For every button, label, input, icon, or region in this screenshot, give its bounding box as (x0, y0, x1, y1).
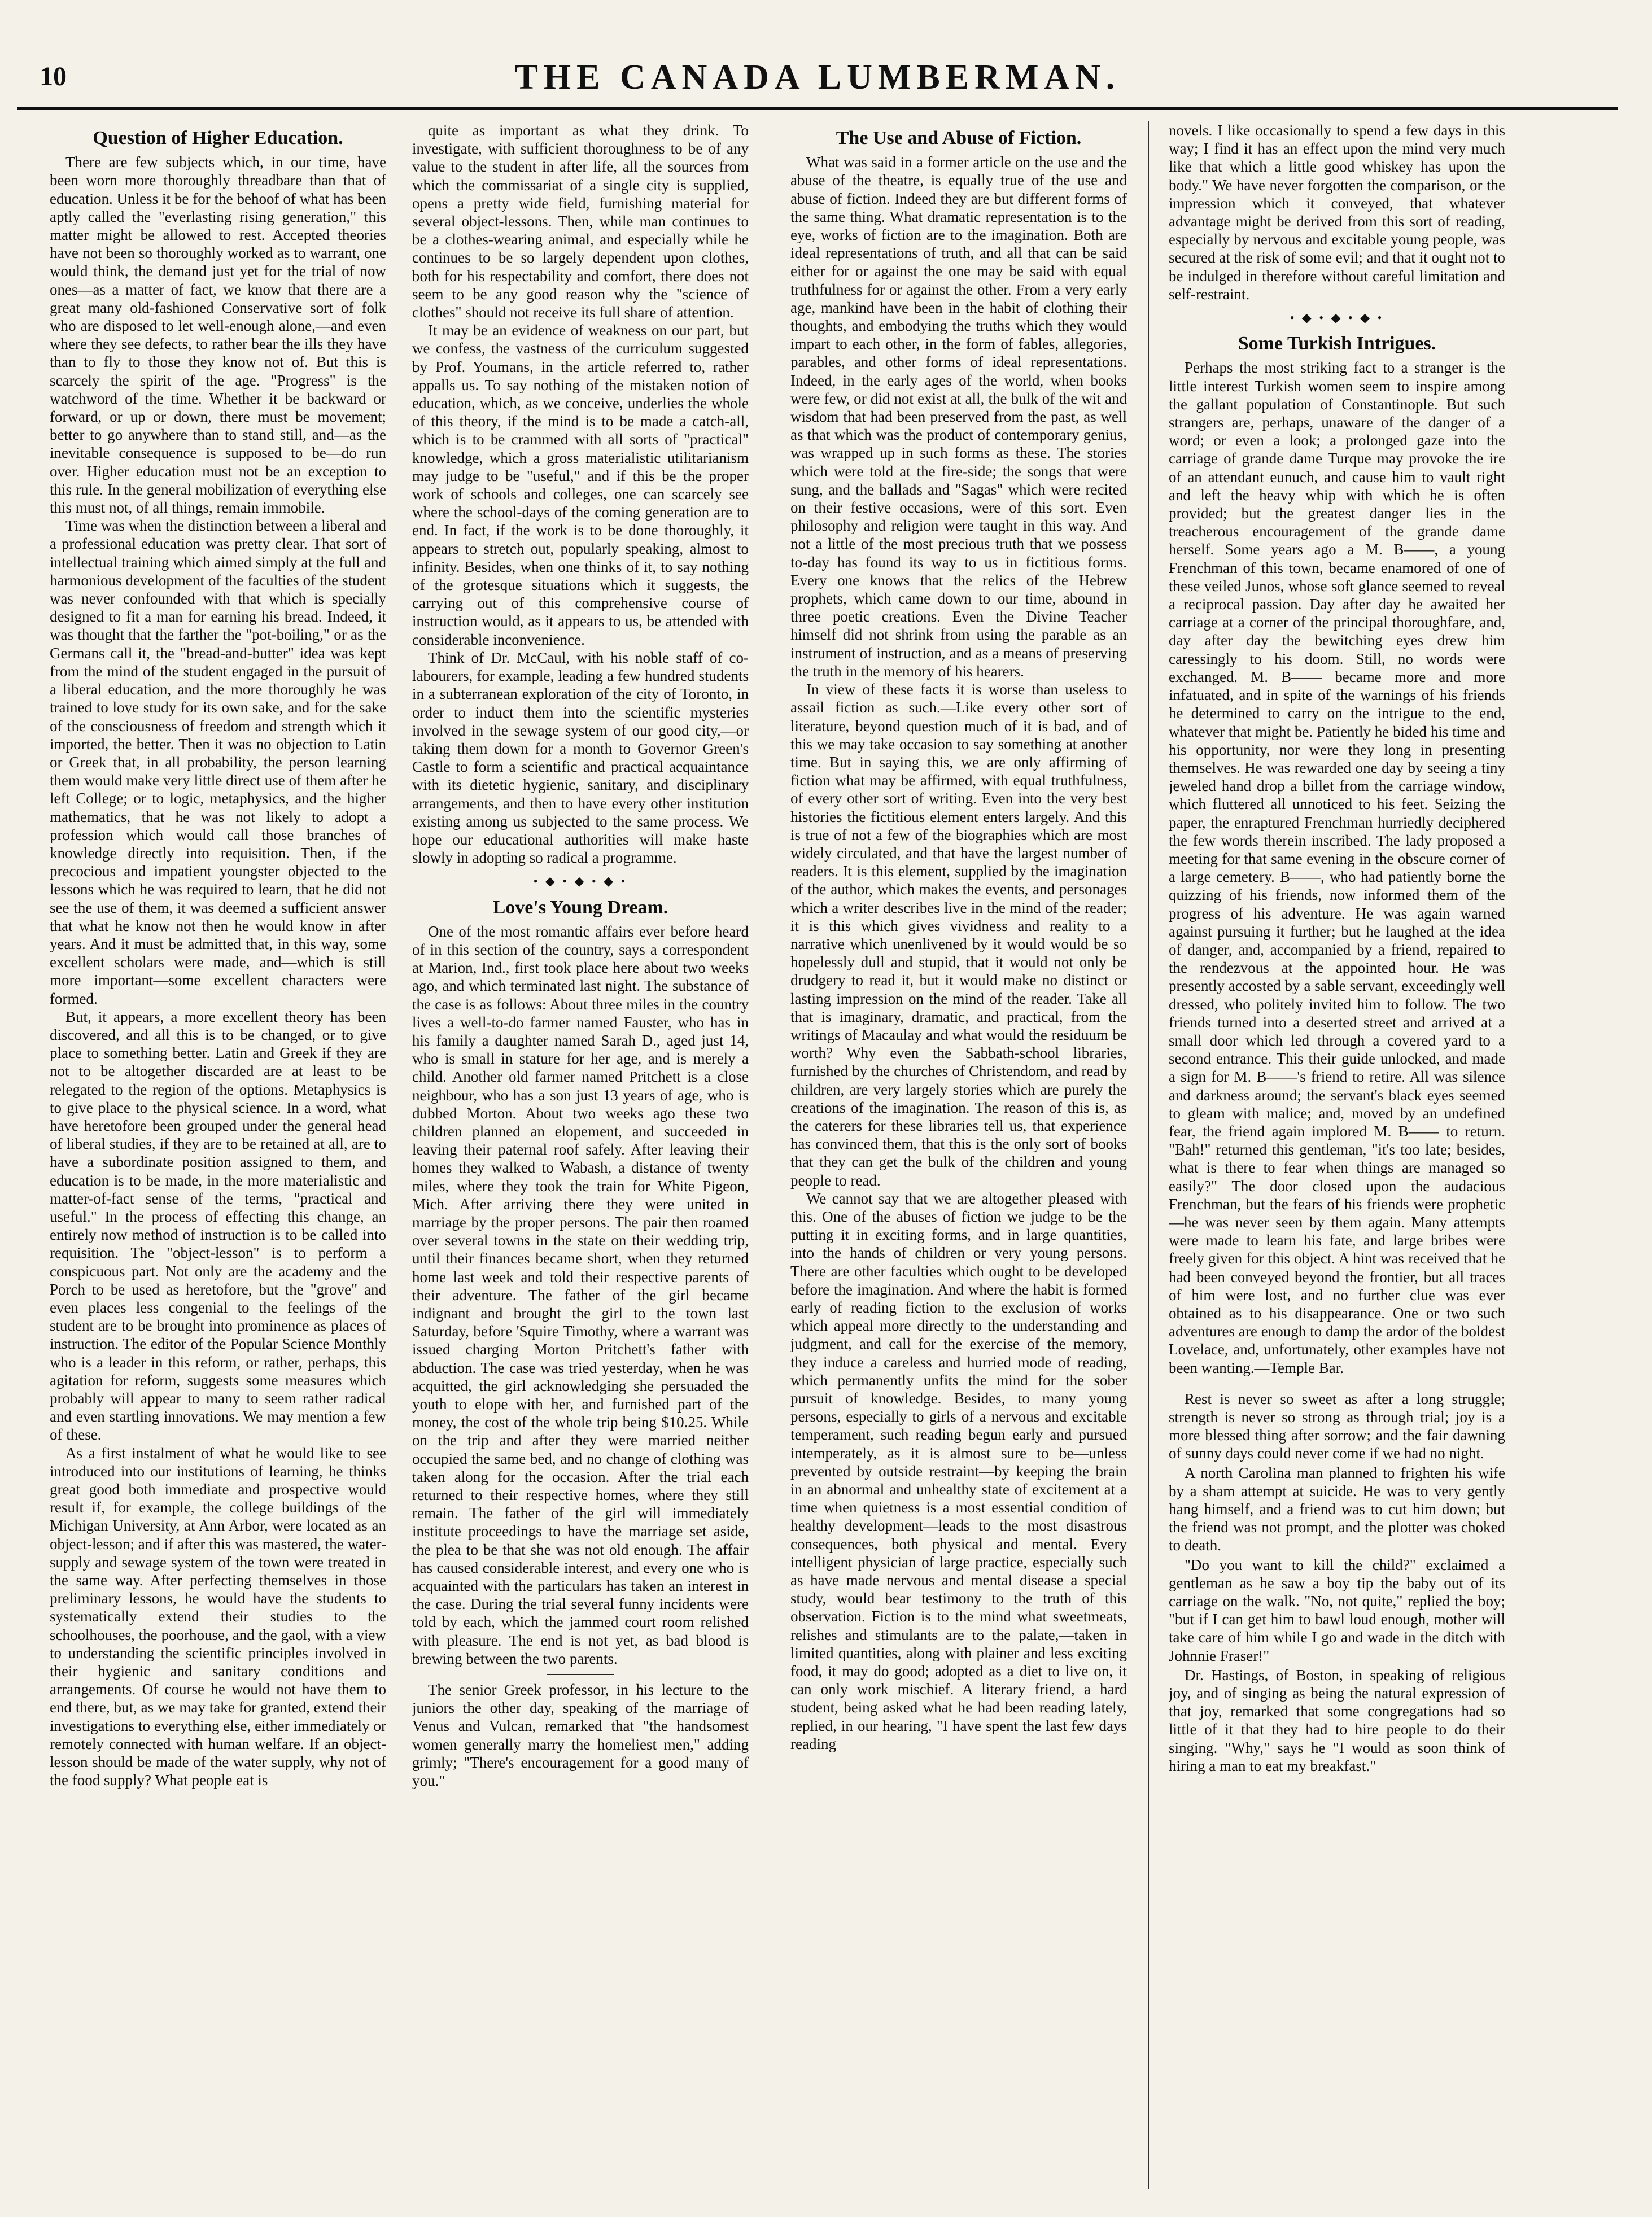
article-title: Question of Higher Education. (93, 128, 343, 148)
page-number: 10 (40, 62, 67, 91)
article-paragraph: "Do you want to kill the child?" exclaimed a gentleman as he saw a boy tip the baby out of its carriage on the walk. "No, not quite," replied the boy; "but if I can get him to bawl loud enough, mother will take care of him while I go and wade in the ditch with Johnnie Fraser!" (1169, 1556, 1505, 1664)
article-paragraph: Time was when the distinction between a liberal and a professional education was pretty clear. That sort of intellectual training which aimed simply at the full and harmonious development of the faculties of the student was never confounded with that which is specially designed to fit a man for earning his bread. Indeed, it was thought that the farther the "pot-boiling," or as the Germans call it, the "bread-and-butter" idea was kept from the mind of the student engaged in the pursuit of a liberal education, and the more thoroughly he was trained to love study for its own sake, and for the sake of the consciousness of freedom and strength which it imported, the better. Then it was no objection to Latin or Greek that, in all probability, the person learning them would make very little direct use of them after he left College; or to logic, metaphysics, and the higher mathematics, that he was not likely to adopt a profession which would call those branches of knowledge directly into requisition. Then, if the precocious and impatient youngster objected to the lessons which he was required to learn, that he did not see the use of them, it was deemed a sufficient answer that what he know not then he would know in after years. And it must be admitted that, in this way, some excellent scholars were made, and—which is still more important—some excellent characters were formed. (50, 517, 386, 1007)
article-paragraph: What was said in a former article on the use and the abuse of the theatre, is equally true of the use and abuse of fiction. Indeed they are but different forms of the same thing. What dramatic representation is to the eye, works of fiction are to the imagination. Both are ideal representations of truth, and all that can be said either for or against the one may be said with equal truthfulness for or against the other. From a very early age, mankind have been in the habit of clothing their thoughts, and embodying the truths which they would impart to each other, in the form of fables, allegories, parables, and other forms of ideal representations. Indeed, in the early ages of the world, when books were few, or did not exist at all, the bulk of the wit and wisdom that had been preserved from the past, as well as that which was the product of contemporary genius, was wrapped up in such forms as these. The stories which were told at the fire-side; the songs that were sung, and the ballads and "Sagas" which were recited on their festive occasions, were of this sort. Even philosophy and religion were taught in this way. And not a little of the most precious truth that we possess to-day has found its way to us in fictitious forms. Every one knows that the relics of the Hebrew prophets, which came down to our time, abound in three poetic creations. Even the Divine Teacher himself did not shrink from using the parable as an instrument of instruction, and as a means of preserving the truth in the memory of his hearers. (790, 154, 1127, 680)
article-paragraph: One of the most romantic affairs ever before heard of in this section of the country, says a correspondent at Marion, Ind., first took place here about two weeks ago, and which terminated last night. The substance of the case is as follows: About three miles in the country lives a well-to-do farmer named Fauster, who has in his family a daughter named Sarah D., aged just 14, who is small in stature for her age, and is merely a child. Another old farmer named Pritchett is a close neighbour, who has a son just 13 years of age, who is dubbed Morton. About two weeks ago these two children planned an elopement, and succeeded in leaving their paternal roof safely. After leaving their homes they walked to Wabash, a distance of twenty miles, where they took the train for White Pigeon, Mich. After arriving there they were united in marriage by the proper persons. The pair then roamed over several towns in the state on their wedding trip, until their finances became short, when they returned home last week and told their respective parents of their adventure. The father of the girl became indignant and brought the girl to the town last Saturday, before 'Squire Timothy, where a warrant was issued charging Morton Pritchett's father with abduction. The case was tried yesterday, when he was acquitted, the girl acknowledging she persuaded the youth to elope with her, and furnished part of the money, the cost of the whole trip being $10.25. While on the trip and after they were married neither occupied the same bed, and no change of clothing was taken along for the occasion. After the trial each returned to their respective homes, where they still remain. The father of the girl will immediately institute proceedings to have the marriage set aside, the plea to be that she was not old enough. The affair has caused considerable interest, and every one who is acquainted with the particulars has taken an interest in the case. During the trial several funny incidents were told by each, which the jammed court room relished with pleasure. The end is not yet, as bad blood is brewing between the two parents. (412, 922, 749, 1667)
article-paragraph: Think of Dr. McCaul, with his noble staff of co-labourers, for example, leading a few hundred students in a subterranean exploration of the city of Toronto, in order to induct them into the scientific mysteries involved in the sewage system of our good city,—or taking them down for a month to Governor Green's Castle to form a scientific and practical acquaintance with its dietetic hygienic, sanitary, and disciplinary arrangements, and then to have every other institution existing among us subjected to the same process. We hope our educational authorities will make haste slowly in adopting so radical a programme. (412, 649, 749, 867)
article-paragraph: It may be an evidence of weakness on our part, but we confess, the vastness of the curriculum suggested by Prof. Youmans, in the article referred to, rather appalls us. To say nothing of the mistaken notion of education, which, as we conceive, underlies the whole of this theory, if the mind is to be made a catch-all, which is to be crammed with all sorts of "practical" knowledge, which a gross materialistic utilitarianism may judge to be "useful," and if this be the proper work of schools and colleges, one can scarcely see where the school-days of the coming generation are to end. In fact, if the work is to be done thoroughly, it appears to stretch out, popularly speaking, almost to infinity. Besides, when one thinks of it, to say nothing of the grotesque situations which it suggests, the carrying out of this comprehensive course of instruction would, as it appears to us, be attended with considerable inconvenience. (412, 322, 749, 648)
article-paragraph: Rest is never so sweet as after a long struggle; strength is never so strong as through trial; joy is a more blessed thing after sorrow; and the fair dawning of sunny days could never come if we had no night. (1169, 1390, 1505, 1462)
column-2 (412, 121, 749, 2194)
article-title: Some Turkish Intrigues. (1238, 333, 1436, 355)
article-paragraph: In view of these facts it is worse than useless to assail fiction as such.—Like every other sort of literature, beyond question much of it is bad, and of this we may take occasion to say something at another time. But in saying this, we are only affirming of fiction what may be affirmed, with equal truthfulness, of every other sort of writing. Even into the very best histories the fictitious element enters largely. And this is true of not a few of the biographies which are most widely circulated, and that have the largest number of readers. It is this element, supplied by the imagination of the author, which makes the events, and personages which a writer describes live in the mind of the reader; it is this which gives vividness and reality to a narrative which unenlivened by it would would be so hopelessly dull and stupid, that it would not only be drudgery to read it, but it would make no distinct or lasting impression on the mind of the reader. Take all that is imaginary, dramatic, and practical, from the writings of Macaulay and what would the residuum be worth? Why even the Sabbath-school libraries, furnished by the churches of Christendom, and read by children, are very largely stories which are purely the creations of the imagination. The reason of this is, as the caterers for these libraries tell us, that experience has convinced them, that this is the only sort of books that they can get the bulk of the children and young people to read. (790, 681, 1127, 1189)
article-paragraph: A north Carolina man planned to frighten his wife by a sham attempt at suicide. He was to very gently hang himself, and a friend was to cut him down; but the friend was not prompt, and the plotter was choked to death. (1169, 1464, 1505, 1554)
article-paragraph: But, it appears, a more excellent theory has been discovered, and all this is to be changed, or to give place to something better. Latin and Greek if they are not to be altogether discarded are at least to be relegated to the region of the options. Metaphysics is to give place to the physical science. In a word, what have heretofore been grouped under the general head of liberal studies, if they are to be retained at all, are to have a subordinate position assigned to them, and education is to be made, in the more materialistic and matter-of-fact sense of the terms, "practical and useful." In the process of effecting this change, an entirely now method of instruction is to be called into requisition. The "object-lesson" is to perform a conspicuous part. Not only are the academy and the Porch to be used as heretofore, but the "grove" and even places less congenial to the feelings of the student are to be brought into prominence as places of instruction. The editor of the Popular Science Monthly who is a leader in this reform, or rather, perhaps, this agitation for reform, suggests some measures which probably will appear to many to seem rather radical and even startling innovations. We may mention a few of these. (50, 1008, 386, 1444)
article-paragraph: Perhaps the most striking fact to a stranger is the little interest Turkish women seem to inspire among the gallant population of Constantinople. But such strangers are, perhaps, unaware of the danger of a word; or even a look; a prolonged gaze into the carriage of grande dame Turque may provoke the ire of an attendant eunuch, and cause him to vault right and left the heavy whip with which he is often provided; but the greatest danger lies in the treacherous encouragement of the grande dame herself. Some years ago a M. B——, a young Frenchman of this town, became enamored of one of these veiled Junos, whose soft glance seemed to reveal a reciprocal passion. Day after day he awaited her carriage at a corner of the principal thoroughfare, and, day after day the bewitching eyes drew him caressingly to his doom. Still, no words were exchanged. M. B—— became more and more infatuated, and in spite of the warnings of his friends he determined to carry on the intrigue to the end, whatever that might be. Patiently he bided his time and his opportunity, nor were they long in presenting themselves. He was rewarded one day by seeing a tiny jeweled hand drop a billet from the carriage window, which fluttered all unnoticed to his feet. Seizing the paper, the enraptured Frenchman hurriedly deciphered the few words therein inscribed. The lady proposed a meeting for that same evening in the obscure corner of a large cemetery. B——, who had patiently borne the quizzing of his friends, now informed them of the progress of his adventure. He was again warned against pursuing it further; but he laughed at the idea of danger, and, accompanied by a friend, repaired to the rendezvous at the appointed hour. He was presently accosted by a sable servant, exceedingly well dressed, who politely invited him to follow. The two friends turned into a deserted street and arrived at a small door which led through a covered yard to a second entrance. This their guide unlocked, and made a sign for M. B——'s friend to retire. All was silence and darkness around; the servant's black eyes seemed to gleam with malice; and, moved by an undefined fear, the friend again implored M. B—— to return. "Bah!" returned this gentleman, "it's too late; besides, what is there to fear when things are managed so easily?" The door closed upon the audacious Frenchman, but the fears of his friends were prophetic—he was never seen by them again. Many attempts were made to learn his fate, and large bribes were freely given for this object. A hint was received that he had been conveyed beyond the frontier, but all traces of him were lost, and no further clue was ever obtained as to his disappearance. One or two such adventures are enough to damp the ardor of the boldest Lovelace, and, unfortunately, other examples have not been wanting.—Temple Bar. (1169, 359, 1505, 1376)
article-paragraph: We cannot say that we are altogether pleased with this. One of the abuses of fiction we judge to be the putting it in exciting forms, and in large quantities, into the hands of children or very young persons. There are other faculties which ought to be developed before the imagination. And where the habit is formed early of reading fiction to the exclusion of works which appeal more directly to the understanding and judgment, and call for the exercise of the memory, they induce a careless and hurried mode of reading, which permanently unfits the mind for the sober pursuit of knowledge. Besides, to many young persons, especially to girls of a nervous and excitable temperament, such reading begun early and pursued intemperately, as it is almost sure to be—unless prevented by outside restraint—by keeping the brain in an abnormal and unhealthy state of excitement at a time when quietness is a most essential condition of healthy development—leads to the most disastrous consequences, both physical and mental. Every intelligent physician of large practice, especially such as have made nervous and mental disease a special study, would bear testimony to the truth of this observation. Fiction is to the mind what sweetmeats, relishes and stimulants are to the palate,—taken in limited quantities, along with plainer and less exciting food, it may do good; adopted as a diet to live on, it can only work mischief. A literary friend, a hard student, being asked what he had been reading lately, replied, in our hearing, "I have spent the last few days reading (790, 1190, 1127, 1752)
column-divider (1148, 121, 1149, 2189)
page-header (17, 54, 1618, 99)
article-title: Love's Young Dream. (492, 897, 668, 918)
section-ornament: • ◆ • ◆ • ◆ • (533, 874, 628, 889)
article-paragraph: novels. I like occasionally to spend a few days in this way; I find it has an effect upon the mind very much like that which a little good whiskey has upon the body." We have never forgotten the comparison, or the impression which it conveyed, that whatever advantage might be derived from this sort of reading, especially by nervous and excitable young people, was secured at the risk of some evil; and that it ought not to be indulged in therefore without careful limitation and self-restraint. (1169, 122, 1505, 303)
column-1 (50, 121, 386, 2194)
column-3 (790, 121, 1127, 2194)
header-rule (17, 107, 1618, 110)
column-4 (1169, 121, 1505, 2194)
article-paragraph: There are few subjects which, in our time, have been worn more thoroughly threadbare than that of education. Unless it be for the behoof of what has been aptly called the "everlasting rising generation," this matter might be allowed to rest. Accepted theories have not been so thoroughly worked as to warrant, one would think, the demand just yet for the trial of now ones—as a matter of fact, we know that there are a great many old-fashioned Conservative sort of folk who are disposed to let well-enough alone,—and even where they see defects, to rather bear the ills they have than to fly to those they know not of. But this is scarcely the spirit of the age. "Progress" is the watchword of the time. Whether it be backward or forward, or up or down, there must be movement; better to go anywhere than to stand still, and—as the inevitable consequence is supposed to be—do run over. Higher education must not be an exception to this rule. In the general mobilization of everything else this must not, of all things, remain immobile. (50, 154, 386, 517)
short-rule (547, 1674, 614, 1675)
masthead-title: THE CANADA LUMBERMAN. (514, 58, 1121, 97)
article-paragraph: Dr. Hastings, of Boston, in speaking of religious joy, and of singing as being the natural expression of that joy, remarked that some congregations had so little of it that they had to hire people to do their singing. "Why," says he "I would as soon think of hiring a man to eat my breakfast." (1169, 1666, 1505, 1774)
article-paragraph: As a first instalment of what he would like to see introduced into our institutions of learning, he thinks great good both immediate and prospective would result if, for example, the college buildings of the Michigan University, at Ann Arbor, were located as an object-lesson; and if after this was mastered, the water-supply and sewage system of the town were treated in the same way. After perfecting themselves in those preliminary lessons, he would have the students to systematically extend their studies to the schoolhouses, the poorhouse, and the gaol, with a view to understanding the scientific principles involved in their hygienic and sanitary conditions and arrangements. Of course he would not have them to end there, but, as we may take for granted, extend their investigations to everything else, either immediately or remotely connected with human welfare. If an object-lesson should be made of the water supply, why not of the food supply? What people eat is (50, 1444, 386, 1789)
article-title: The Use and Abuse of Fiction. (836, 128, 1082, 148)
article-paragraph: The senior Greek professor, in his lecture to the juniors the other day, speaking of the marriage of Venus and Vulcan, remarked that "the handsomest women generally marry the homeliest men," adding grimly; "There's encouragement for a good many of you." (412, 1681, 749, 1790)
article-paragraph: quite as important as what they drink. To investigate, with sufficient thoroughness to be of any value to the student in after life, all the sources from which the commissariat of a single city is supplied, opens a pretty wide field, furnishing material for several object-lessons. Then, while man continues to be a clothes-wearing animal, and especially while he continues to be so largely dependent upon clothes, both for his respectability and comfort, there does not seem to be any good reason why the "science of clothes" should not receive its full share of attention. (412, 122, 749, 321)
section-ornament: • ◆ • ◆ • ◆ • (1290, 311, 1384, 325)
